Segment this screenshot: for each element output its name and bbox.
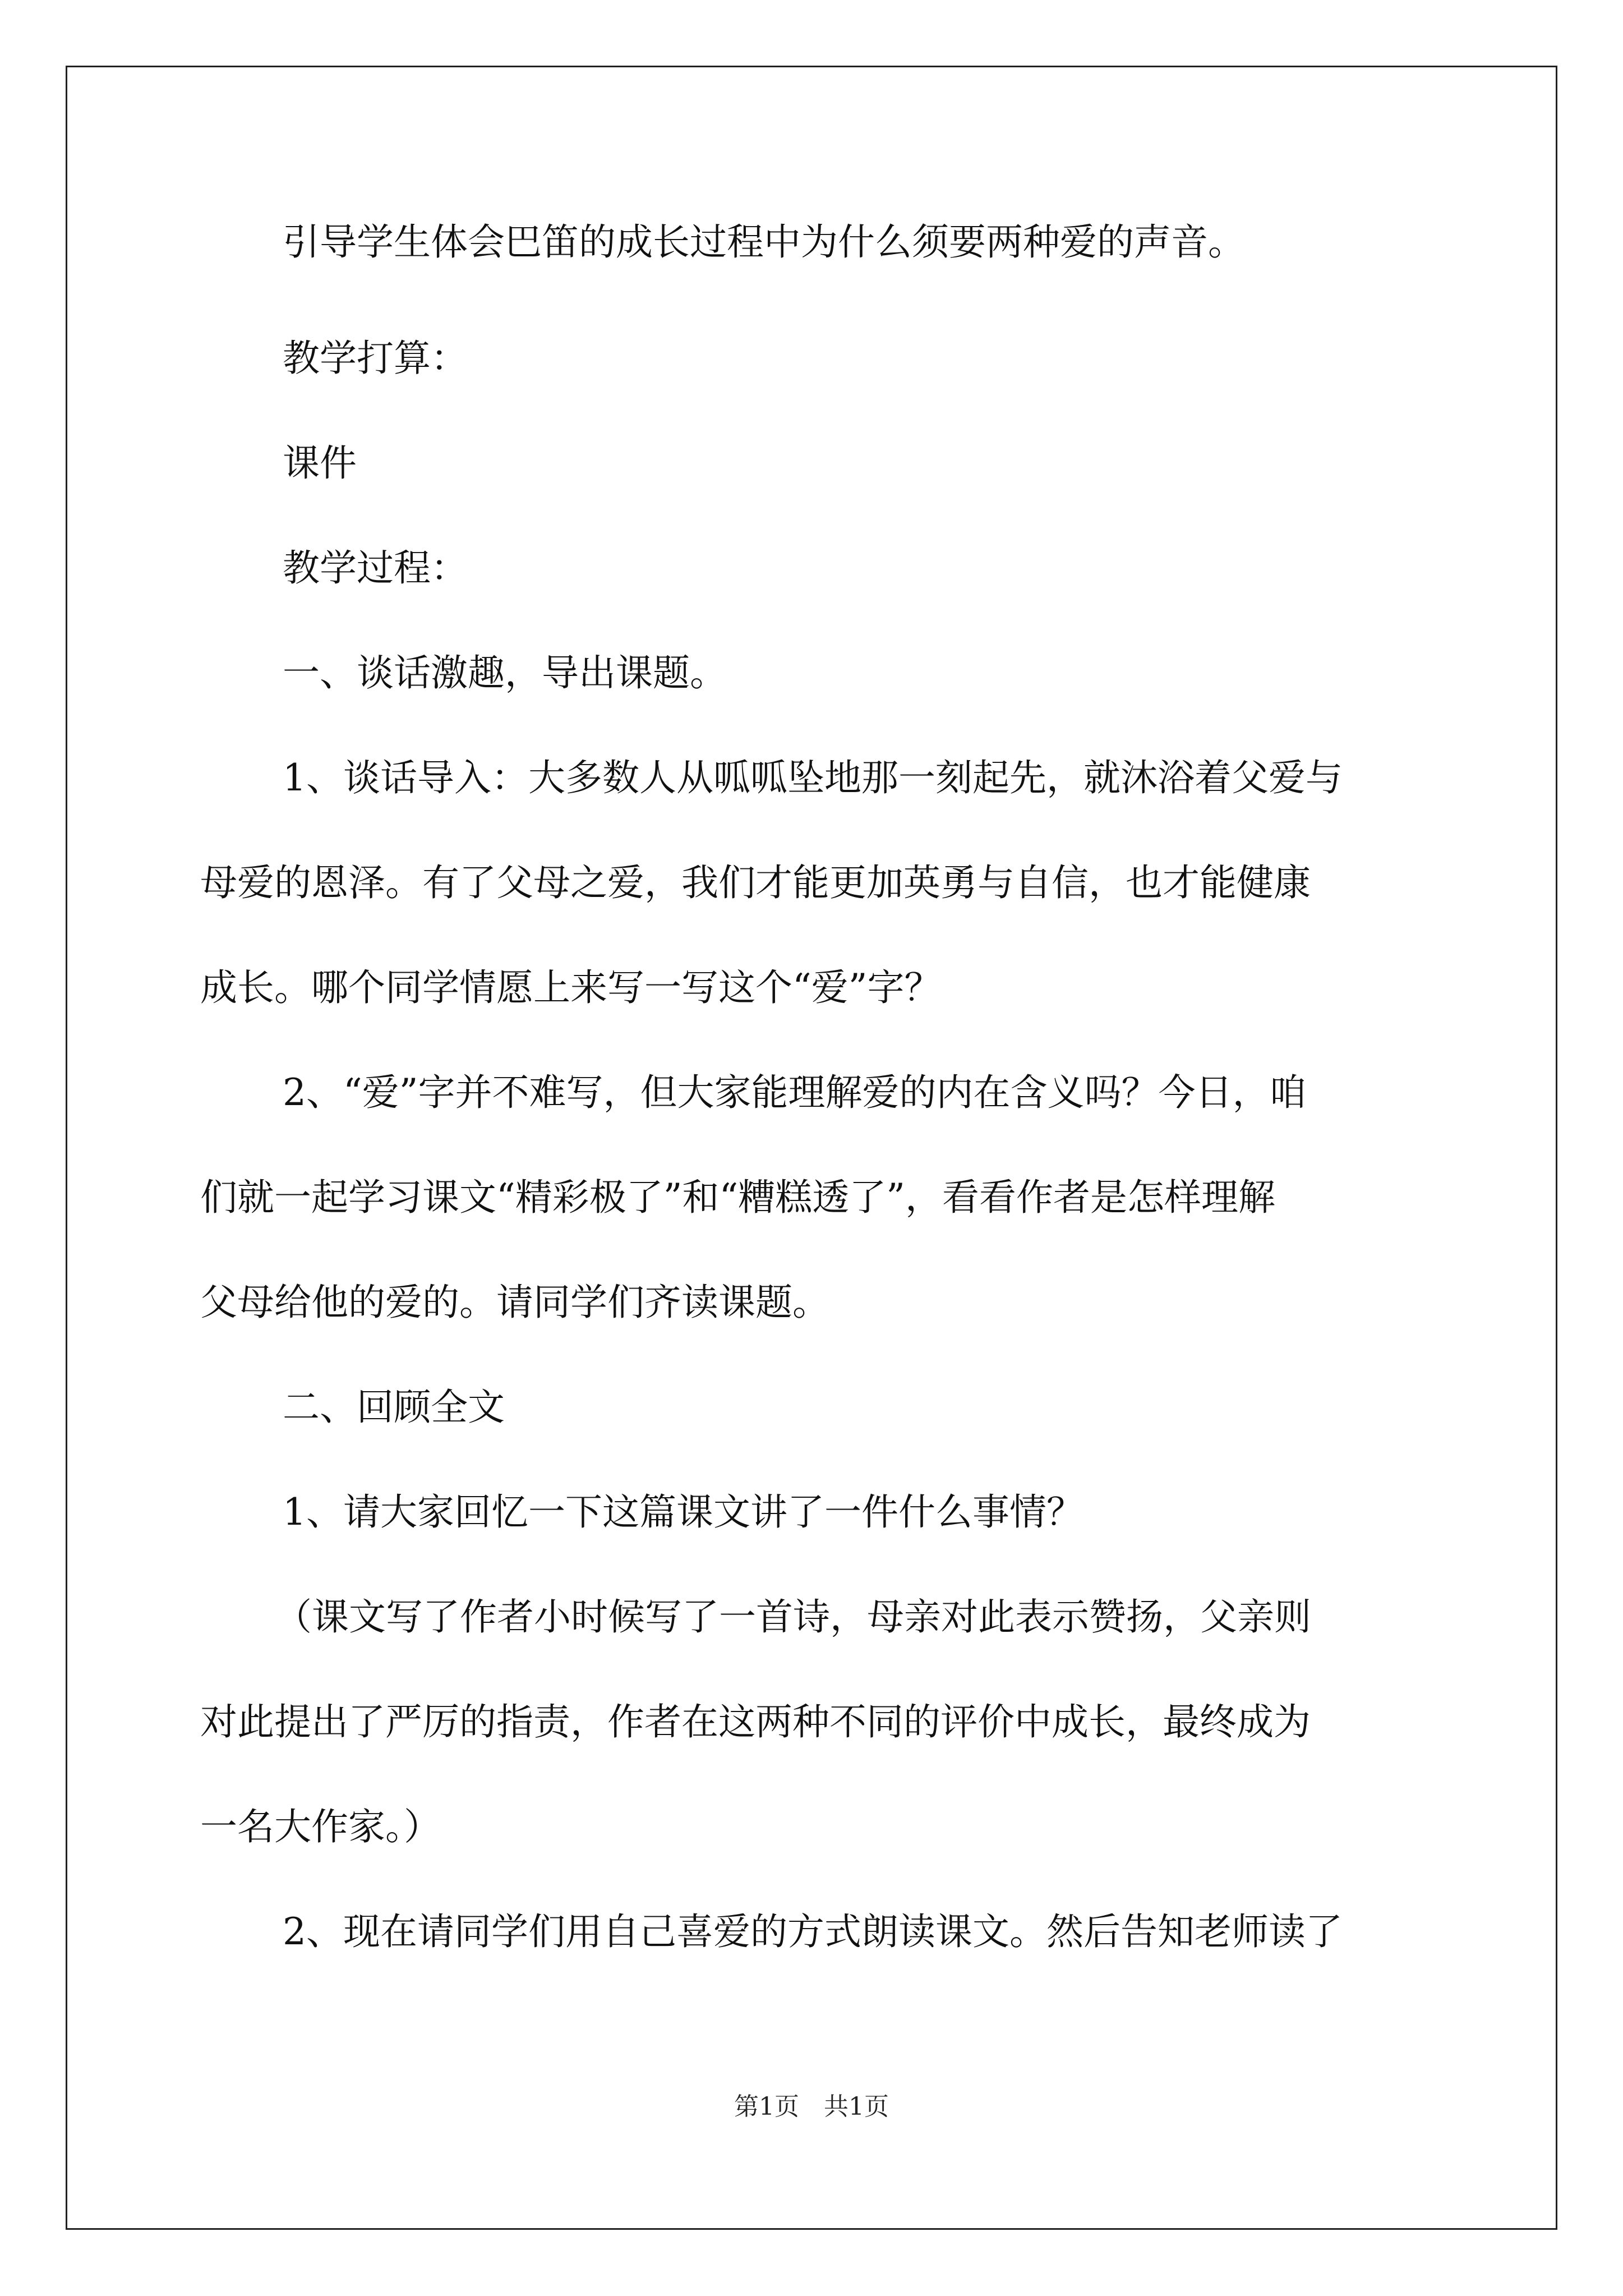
paragraph-line: 母爱的恩泽。有了父母之爱，我们才能更加英勇与自信，也才能健康 xyxy=(200,861,1311,904)
paragraph-line: （课文写了作者小时候写了一首诗，母亲对此表示赞扬，父亲则 xyxy=(275,1595,1311,1639)
paragraph-line: 课件 xyxy=(283,441,357,485)
paragraph-line: 2、现在请同学们用自己喜爱的方式朗读课文。然后告知老师读了 xyxy=(283,1910,1343,1953)
paragraph-line: 们就一起学习课文“精彩极了”和“糟糕透了”，看看作者是怎样理解 xyxy=(200,1176,1275,1219)
paragraph-line: 2、“爱”字并不难写，但大家能理解爱的内在含义吗？今日，咱 xyxy=(283,1071,1307,1114)
paragraph-line: 1、请大家回忆一下这篇课文讲了一件什么事情？ xyxy=(283,1490,1083,1534)
paragraph-line: 父母给他的爱的。请同学们齐读课题。 xyxy=(200,1281,829,1324)
paragraph-line: 一名大作家。） xyxy=(200,1805,441,1848)
page-footer: 第1页 共1页 xyxy=(734,2092,889,2121)
paragraph-line: 教学过程： xyxy=(283,546,468,590)
paragraph-line: 引导学生体会巴笛的成长过程中为什么须要两种爱的声音。 xyxy=(283,220,1245,264)
paragraph-line: 对此提出了严厉的指责，作者在这两种不同的评价中成长，最终成为 xyxy=(200,1700,1311,1743)
section-heading: 二、回顾全文 xyxy=(283,1386,505,1429)
section-heading: 一、谈话激趣，导出课题。 xyxy=(283,651,727,694)
paragraph-line: 成长。哪个同学情愿上来写一写这个“爱”字？ xyxy=(200,966,942,1009)
paragraph-line: 教学打算： xyxy=(283,337,468,380)
paragraph-line: 1、谈话导入：大多数人从呱呱坠地那一刻起先，就沐浴着父爱与 xyxy=(283,756,1343,799)
